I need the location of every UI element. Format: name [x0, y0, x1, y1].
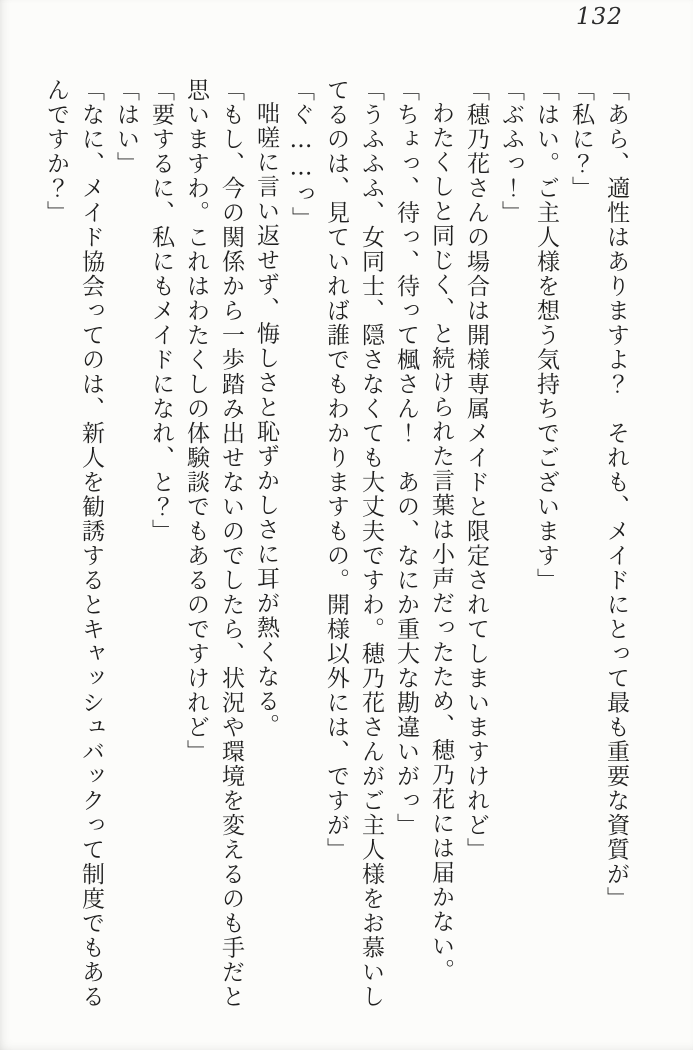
paragraph: 「ぐ……っ」: [288, 78, 314, 231]
paragraph: わたくしと同じく、と続けられた言葉は小声だったため、穂乃花には届かない。: [428, 101, 454, 983]
paragraph: 「はい」: [113, 78, 139, 176]
paragraph: 「なに、メイド協会ってのは、新人を勧誘するとキャッシュバックって制度でもあるんですか？」: [43, 78, 104, 1009]
paragraph: 「あら、適性はありますよ？ それも、メイドにとって最も重要な資質が」: [603, 78, 629, 911]
text-body: [38, 78, 633, 1014]
paragraph: 「穂乃花さんの場合は開様専属メイドと限定されてしまいますけれど」: [463, 78, 489, 862]
paragraph: 「はい。ご主人様を想う気持ちでございます」: [533, 78, 559, 593]
paragraph: 「ちょっ、待っ、待って楓さん！ あの、なにか重大な勘違いがっ」: [393, 78, 419, 838]
paragraph: 「ぶふっ！」: [498, 78, 524, 225]
paragraph: 「私に？」: [568, 78, 594, 201]
page-number: 132: [576, 4, 623, 30]
paragraph: 「もし、今の関係から一歩踏み出せないのでしたら、状況や環境を変えるのも手だと思いますわ。これはわたくしの体験談でもあるのですけれど」: [183, 78, 244, 1009]
paragraph: 咄嗟に言い返せず、悔しさと恥ずかしさに耳が熱くなる。: [253, 101, 279, 738]
paragraph: 「うふふふ、女同士、隠さなくても大丈夫ですわ。穂乃花さんがご主人様をお慕いしてるのは、見ていれば誰でもわかりますもの。開様以外には、ですが」: [323, 78, 384, 1009]
paragraph: 「要するに、私にもメイドになれ、と？」: [148, 78, 174, 544]
